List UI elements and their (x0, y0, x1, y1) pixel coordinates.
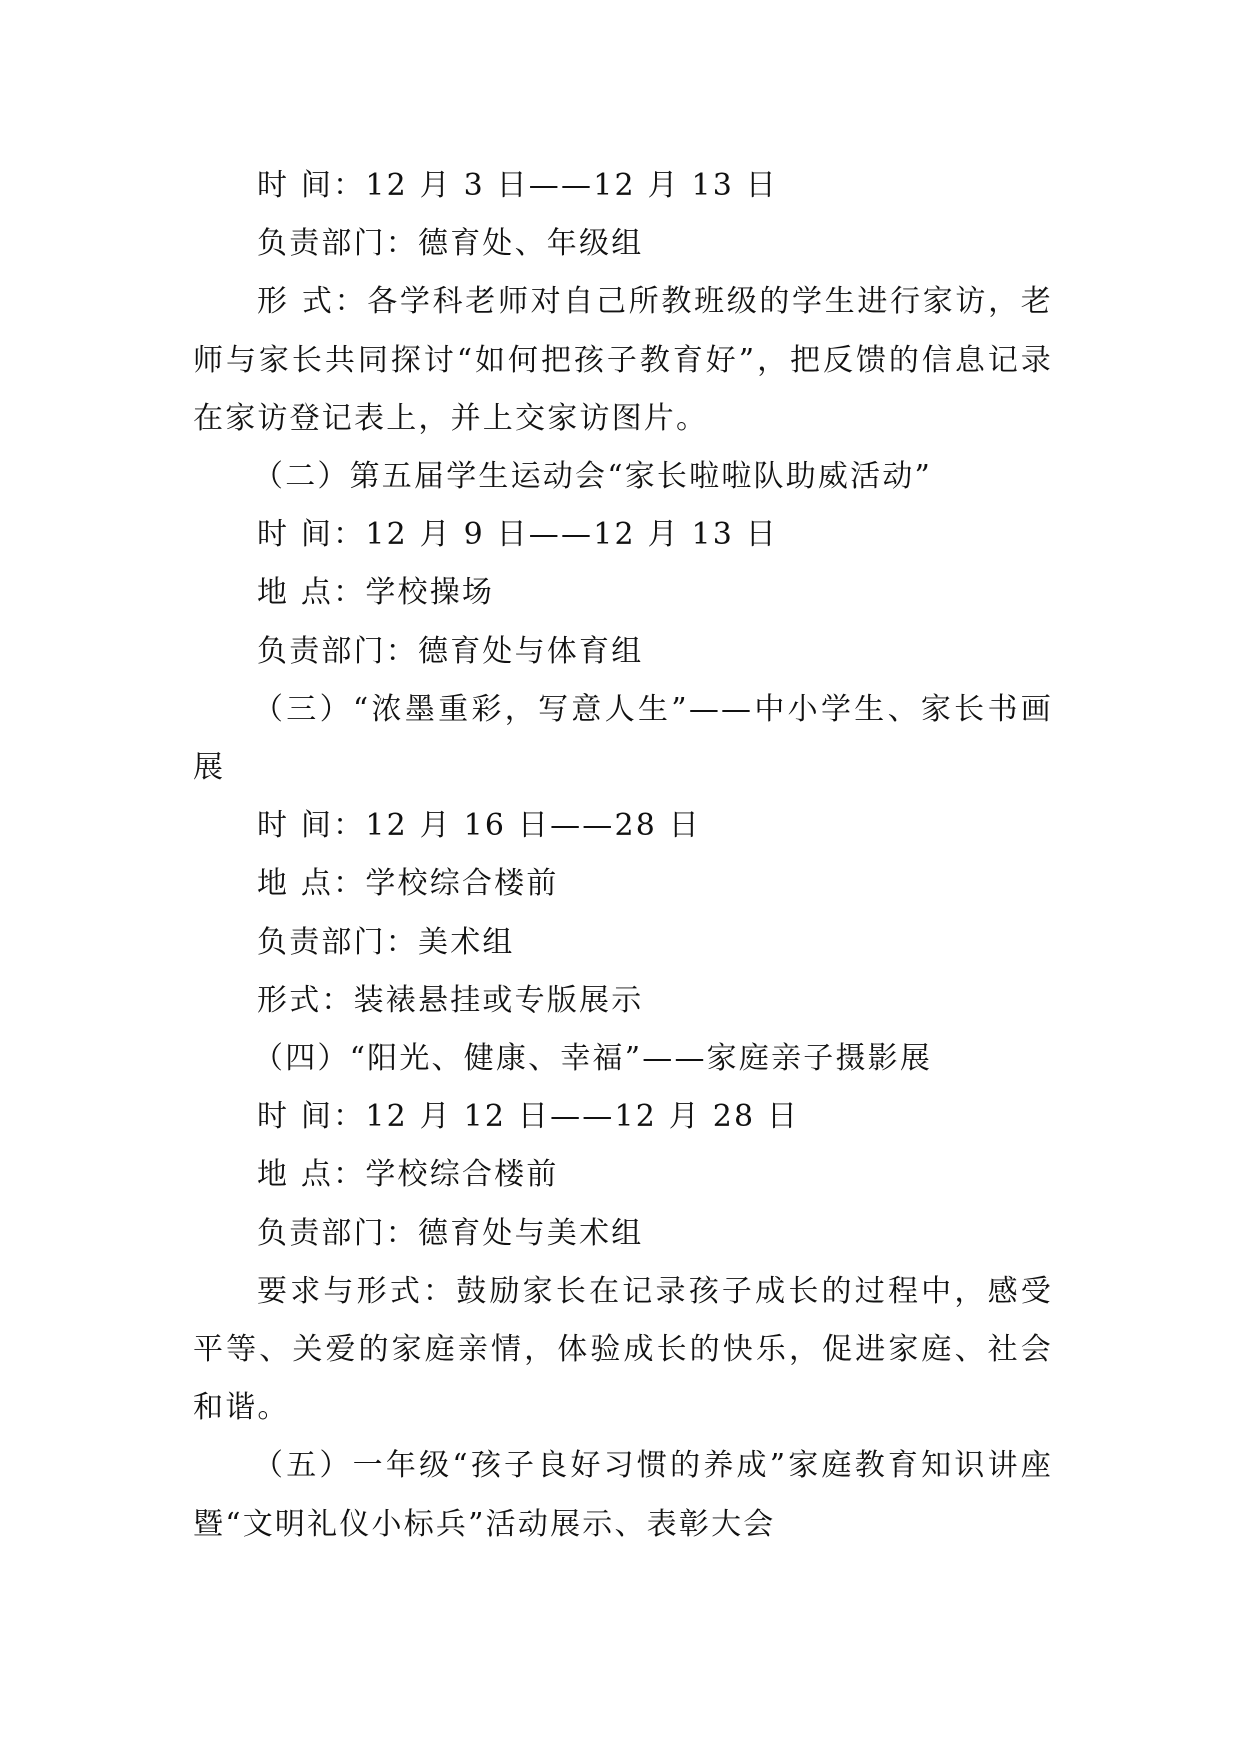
document-body (193, 157, 1053, 1554)
section-heading-5: （五）一年级“孩子良好习惯的养成”家庭教育知识讲座暨“文明礼仪小标兵”活动展示、表彰大会 (193, 1448, 1053, 1542)
section-heading-4: （四）“阳光、健康、幸福”——家庭亲子摄影展 (253, 1041, 933, 1077)
paragraph-department-2: 负责部门：德育处与体育组 (257, 633, 644, 669)
paragraph-time-2: 时 间：12 月 9 日——12 月 13 日 (257, 517, 778, 553)
paragraph-location-4: 地 点：学校综合楼前 (257, 1157, 559, 1193)
section-heading-3: （三）“浓墨重彩，写意人生”——中小学生、家长书画展 (193, 691, 1053, 786)
paragraph-time-1: 时 间：12 月 3 日——12 月 13 日 (257, 168, 778, 203)
paragraph-time-4: 时 间：12 月 12 日——12 月 28 日 (257, 1099, 800, 1135)
paragraph-form-1: 形 式：各学科老师对自己所教班级的学生进行家访，老师与家长共同探讨“如何把孩子教育好”，把反馈的信息记录在家访登记表上，并上交家访图片。 (193, 284, 1053, 436)
section-heading-2: （二）第五届学生运动会“家长啦啦队助威活动” (253, 459, 933, 495)
paragraph-department-4: 负责部门：德育处与美术组 (257, 1215, 644, 1251)
paragraph-department-3: 负责部门：美术组 (257, 924, 515, 960)
paragraph-location-2: 地 点：学校操场 (257, 575, 495, 611)
paragraph-location-3: 地 点：学校综合楼前 (257, 866, 559, 902)
paragraph-time-3: 时 间：12 月 16 日——28 日 (257, 808, 702, 844)
paragraph-department-1: 负责部门：德育处、年级组 (257, 226, 644, 262)
paragraph-requirements-4: 要求与形式：鼓励家长在记录孩子成长的过程中，感受平等、关爱的家庭亲情，体验成长的快乐，促进家庭、社会和谐。 (193, 1273, 1053, 1426)
paragraph-form-3: 形式：装裱悬挂或专版展示 (257, 982, 644, 1018)
